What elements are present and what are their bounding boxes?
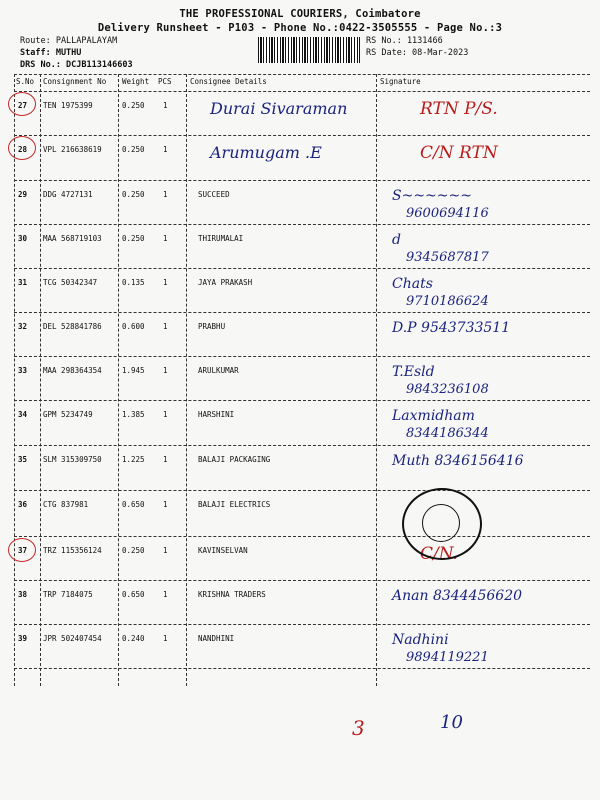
row-signature: D.P 9543733511 <box>392 320 511 336</box>
row-consignee-handwritten: Durai Sivaraman <box>210 99 348 118</box>
row-serial: 30 <box>18 234 28 243</box>
row-signature-phone: 9345687817 <box>406 250 489 265</box>
row-signature: C/N RTN <box>420 143 498 163</box>
row-consignee: BALAJI PACKAGING <box>198 455 271 464</box>
row-signature: T.Esld <box>392 364 435 380</box>
row-pcs: 1 <box>163 366 168 375</box>
row-consignee: THIRUMALAI <box>198 234 244 243</box>
row-divider <box>14 180 590 181</box>
row-consignment-no: MAA 568719103 <box>43 234 102 243</box>
row-serial: 37 <box>18 546 28 555</box>
row-consignment-no: JPR 502407454 <box>43 634 102 643</box>
red-circle-mark <box>8 92 36 116</box>
row-pcs: 1 <box>163 278 168 287</box>
row-pcs: 1 <box>163 590 168 599</box>
row-pcs: 1 <box>163 322 168 331</box>
table-header-rule <box>14 91 590 92</box>
row-consignee: NANDHINI <box>198 634 235 643</box>
row-consignment-no: CTG 837981 <box>43 500 89 509</box>
row-divider <box>14 445 590 446</box>
row-weight: 1.945 <box>122 366 145 375</box>
col-header-sno: S.No <box>16 77 35 86</box>
row-weight: 1.225 <box>122 455 145 464</box>
row-consignee-handwritten: Arumugam .E <box>210 143 322 162</box>
col-header-pcs: PCS <box>158 77 172 86</box>
row-signature: Muth 8346156416 <box>392 453 524 469</box>
row-signature: d <box>392 232 401 248</box>
col-header-consignment: Consignment No <box>43 77 107 86</box>
row-consignee: KAVINSELVAN <box>198 546 248 555</box>
row-consignment-no: VPL 216638619 <box>43 145 102 154</box>
row-signature: Laxmidham <box>392 408 475 424</box>
row-consignment-no: MAA 298364354 <box>43 366 102 375</box>
row-serial: 27 <box>18 101 28 110</box>
col-header-signature: Signature <box>380 77 421 86</box>
row-consignment-no: SLM 315309750 <box>43 455 102 464</box>
stamp-center <box>422 504 460 542</box>
row-divider <box>14 536 590 537</box>
row-signature: Chats <box>392 276 433 292</box>
row-serial: 29 <box>18 190 28 199</box>
row-divider <box>14 668 590 669</box>
row-consignee: HARSHINI <box>198 410 235 419</box>
row-divider <box>14 268 590 269</box>
row-serial: 38 <box>18 590 28 599</box>
row-divider <box>14 356 590 357</box>
rs-date: RS Date: 08-Mar-2023 <box>366 48 469 58</box>
row-pcs: 1 <box>163 410 168 419</box>
row-signature-phone: 9710186624 <box>406 294 489 309</box>
row-consignment-no: TCG 50342347 <box>43 278 98 287</box>
row-weight: 0.135 <box>122 278 145 287</box>
row-pcs: 1 <box>163 190 168 199</box>
row-signature-phone: 9894119221 <box>406 650 489 665</box>
row-pcs: 1 <box>163 101 168 110</box>
row-consignee: SUCCEED <box>198 190 230 199</box>
col-divider <box>14 74 15 686</box>
row-divider <box>14 580 590 581</box>
row-weight: 0.250 <box>122 145 145 154</box>
runsheet-title: Delivery Runsheet - P103 - Phone No.:0422-3505555 - Page No.:3 <box>97 22 503 34</box>
col-divider <box>186 74 187 686</box>
company-title: THE PROFESSIONAL COURIERS, Coimbatore <box>179 8 421 20</box>
row-pcs: 1 <box>163 234 168 243</box>
row-signature: Nadhini <box>392 632 449 648</box>
row-signature: RTN P/S. <box>420 99 498 119</box>
row-weight: 0.650 <box>122 500 145 509</box>
row-signature: Anan 8344456620 <box>392 588 523 604</box>
row-divider <box>14 135 590 136</box>
row-serial: 28 <box>18 145 28 154</box>
col-divider <box>376 74 377 686</box>
row-serial: 31 <box>18 278 28 287</box>
row-weight: 0.240 <box>122 634 145 643</box>
table-top-rule <box>14 74 590 75</box>
drs-label: DRS No.: DCJB113146603 <box>20 60 133 70</box>
row-signature: S~~~~~~ <box>392 188 472 204</box>
rs-number: RS No.: 1131466 <box>366 36 443 46</box>
row-consignee: BALAJI ELECTRICS <box>198 500 271 509</box>
row-divider <box>14 624 590 625</box>
row-weight: 0.250 <box>122 546 145 555</box>
row-consignment-no: TEN 1975399 <box>43 101 93 110</box>
col-divider <box>118 74 119 686</box>
row-pcs: 1 <box>163 145 168 154</box>
col-divider <box>40 74 41 686</box>
row-divider <box>14 224 590 225</box>
row-serial: 34 <box>18 410 28 419</box>
row-divider <box>14 400 590 401</box>
row-serial: 39 <box>18 634 28 643</box>
row-weight: 0.650 <box>122 590 145 599</box>
row-consignment-no: DEL 528841786 <box>43 322 102 331</box>
row-signature-phone: 9843236108 <box>406 382 489 397</box>
row-consignment-no: DDG 4727131 <box>43 190 93 199</box>
row-pcs: 1 <box>163 634 168 643</box>
red-circle-mark <box>8 136 36 160</box>
row-consignment-no: TRZ 115356124 <box>43 546 102 555</box>
row-serial: 36 <box>18 500 28 509</box>
col-header-weight: Weight <box>122 77 150 86</box>
row-signature: C/N. <box>420 544 458 564</box>
red-circle-mark <box>8 538 36 562</box>
row-weight: 0.250 <box>122 234 145 243</box>
footer-note-right: 10 <box>440 712 463 733</box>
row-pcs: 1 <box>163 500 168 509</box>
barcode <box>258 37 360 63</box>
row-pcs: 1 <box>163 455 168 464</box>
staff-label: Staff: MUTHU <box>20 48 82 58</box>
row-signature-phone: 9600694116 <box>406 206 489 221</box>
row-weight: 1.385 <box>122 410 145 419</box>
row-signature-phone: 8344186344 <box>406 426 489 441</box>
company-stamp <box>402 488 482 560</box>
row-consignment-no: TRP 7184075 <box>43 590 93 599</box>
row-consignee: ARULKUMAR <box>198 366 239 375</box>
route-label: Route: PALLAPALAYAM <box>20 36 118 46</box>
footer-note-left: 3 <box>352 716 365 740</box>
row-pcs: 1 <box>163 546 168 555</box>
row-consignee: JAYA PRAKASH <box>198 278 253 287</box>
row-consignee: PRABHU <box>198 322 226 331</box>
row-consignment-no: GPM 5234749 <box>43 410 93 419</box>
row-weight: 0.250 <box>122 190 145 199</box>
row-weight: 0.600 <box>122 322 145 331</box>
row-weight: 0.250 <box>122 101 145 110</box>
row-consignee: KRISHNA TRADERS <box>198 590 266 599</box>
row-divider <box>14 490 590 491</box>
row-serial: 32 <box>18 322 28 331</box>
col-header-consignee: Consignee Details <box>190 77 267 86</box>
row-serial: 35 <box>18 455 28 464</box>
row-divider <box>14 312 590 313</box>
row-serial: 33 <box>18 366 28 375</box>
